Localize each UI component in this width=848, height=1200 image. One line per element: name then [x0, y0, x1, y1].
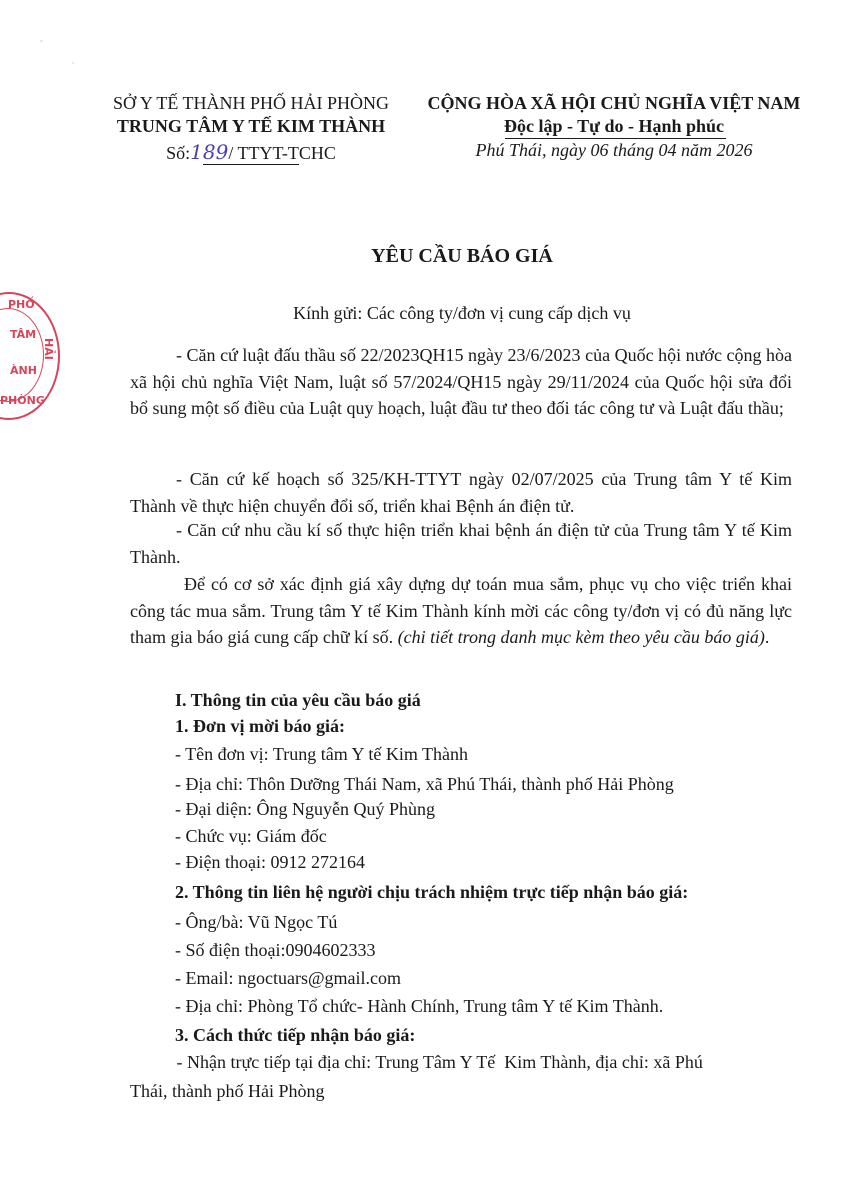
seal-text-top: PHỐ — [8, 298, 35, 311]
unit-representative: - Đại diện: Ông Nguyễn Quý Phùng — [175, 799, 435, 819]
subsection-heading-inviting-unit: 1. Đơn vị mời báo giá: — [175, 716, 345, 736]
unit-phone: - Điện thoại: 0912 272164 — [175, 852, 365, 872]
unit-position: - Chức vụ: Giám đốc — [175, 826, 327, 846]
doc-no-handwritten: 189 — [190, 140, 229, 164]
place-date: Phú Thái, ngày 06 tháng 04 năm 2026 — [475, 140, 753, 160]
paragraph-need-basis: - Căn cứ nhu cầu kí số thực hiện triển khai bệnh án điện tử của Trung tâm Y tế Kim Thành. — [130, 520, 792, 567]
document-number — [96, 140, 406, 164]
doc-no-prefix: Số: — [166, 143, 191, 163]
motto-underline — [505, 138, 726, 139]
invitation-end: . — [764, 627, 770, 647]
subsection-heading-receiving: 3. Cách thức tiếp nhận báo giá: — [175, 1025, 416, 1045]
seal-inner-ring — [0, 308, 44, 402]
document-title: YÊU CẦU BÁO GIÁ — [371, 245, 553, 267]
section-heading: I. Thông tin của yêu cầu báo giá — [175, 690, 421, 710]
doc-no-suffix: / TTYT-TCHC — [228, 143, 336, 163]
seal-text-mid1: TÂM — [10, 328, 37, 341]
seal-text-mid2: ÀNH — [10, 364, 37, 377]
seal-text-right: HẢI — [42, 338, 55, 360]
unit-name: - Tên đơn vị: Trung tâm Y tế Kim Thành — [175, 744, 469, 764]
org-parent: SỞ Y TẾ THÀNH PHỐ HẢI PHÒNG — [112, 93, 389, 113]
unit-address: - Địa chỉ: Thôn Dưỡng Thái Nam, xã Phú Thái, thành phố Hải Phòng — [175, 774, 674, 794]
nation-title: CỘNG HÒA XÃ HỘI CHỦ NGHĨA VIỆT NAM — [427, 93, 801, 113]
contact-address: - Địa chỉ: Phòng Tổ chức- Hành Chính, Trung tâm Y tế Kim Thành. — [175, 996, 664, 1016]
scan-mark — [72, 62, 74, 64]
org-name: TRUNG TÂM Y TẾ KIM THÀNH — [116, 116, 386, 136]
subsection-heading-contact: 2. Thông tin liên hệ người chịu trách nhiệm trực tiếp nhận báo giá: — [175, 882, 689, 902]
contact-person: - Ông/bà: Vũ Ngọc Tú — [175, 912, 338, 932]
contact-phone: - Số điện thoại:0904602333 — [175, 940, 376, 960]
contact-email: - Email: ngoctuars@gmail.com — [175, 968, 402, 988]
scan-mark — [40, 40, 43, 42]
recipient-line: Kính gửi: Các công ty/đơn vị cung cấp dịch vụ — [293, 303, 631, 323]
paragraph-legal-basis: - Căn cứ luật đấu thầu số 22/2023QH15 ngày 23/6/2023 của Quốc hội nước cộng hòa xã hội chủ nghĩa Việt Nam, luật số 57/2024/QH15 ngày 29/11/2024 của Quốc hội sửa đổi bổ sung một số điều của Luật quy hoạch, luật đầu tư theo đối tác công tư và Luật đấu thầu; — [130, 345, 792, 418]
motto: Độc lập - Tự do - Hạnh phúc — [503, 116, 725, 136]
paragraph-plan-basis: - Căn cứ kế hoạch số 325/KH-TTYT ngày 02/07/2025 của Trung tâm Y tế Kim Thành về thực hiện chuyển đổi số, triển khai Bệnh án điện tử. — [130, 469, 792, 516]
invitation-text: Để có cơ sở xác định giá xây dựng dự toán mua sắm, phục vụ cho việc triển khai công tác mua sắm. Trung tâm Y tế Kim Thành kính mời các công ty/đơn vị có đủ năng lực tham gia báo giá cung cấp chữ kí số. — [130, 574, 792, 647]
receiving-method-line1: - Nhận trực tiếp tại địa chỉ: Trung Tâm Y Tế Kim Thành, địa chỉ: xã Phú — [172, 1052, 703, 1072]
paragraph-invitation — [130, 571, 792, 651]
seal-text-bottom: PHÒNG — [0, 394, 45, 407]
receiving-method-line2: Thái, thành phố Hải Phòng — [130, 1081, 325, 1101]
org-underline — [203, 164, 299, 165]
invitation-detail-note: (chi tiết trong danh mục kèm theo yêu cầu báo giá) — [397, 627, 765, 647]
